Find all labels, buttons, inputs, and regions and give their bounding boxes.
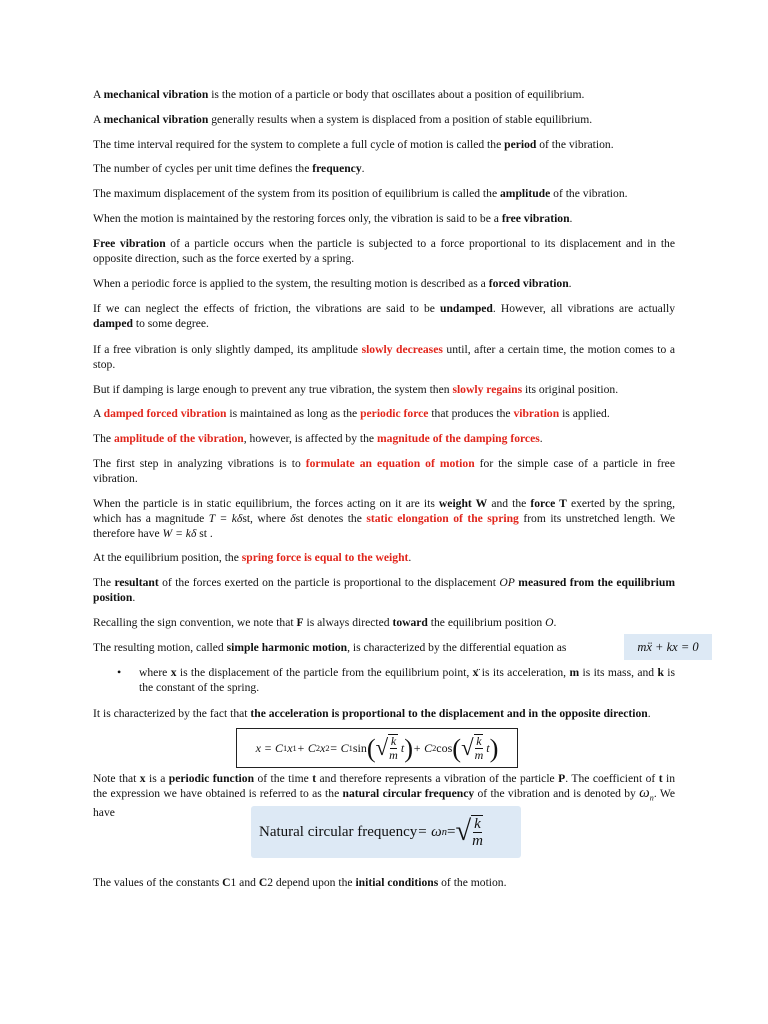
bullet-point: • [117, 665, 122, 679]
paragraph-free-vibration-detail: Free vibration of a particle occurs when the particle is subjected to a force proportional to its displacement and in the opposite direction, such as the force exerted by a spring. [93, 237, 675, 265]
paragraph-first-step: The first step in analyzing vibrations is to formulate an equation of motion for the simple case of a particle in free vibration. [93, 457, 675, 485]
paragraph-initial-conditions: The values of the constants C1 and C2 depend upon the initial conditions of the motion. [93, 876, 507, 889]
paragraph-slightly-damped: If a free vibration is only slightly damped, its amplitude slowly decreases until, after a certain time, the motion comes to a stop. [93, 343, 676, 371]
paragraph-simple-harmonic: The resulting motion, called simple harmonic motion, is characterized by the differential equation as [93, 641, 567, 654]
natural-frequency-equation: Natural circular frequency = ω n = √ $\frac{k}{m}$ [251, 806, 521, 858]
paragraph-period: The time interval required for the system to complete a full cycle of motion is called the period of the vibration. [93, 138, 614, 151]
solution-equation: x = C 1 x 1 + C 2 x 2 = C 1 sin ( √ $\frac{k}{m}$ t ) + C 2 cos ( √ $\frac{k}{m}$ t ) [236, 728, 518, 768]
paragraph-damped-forced: A damped forced vibration is maintained as long as the periodic force that produces the vibration is applied. [93, 407, 610, 420]
paragraph-mechanical-vibration-cause: A mechanical vibration generally results when a system is displaced from a position of stable equilibrium. [93, 113, 593, 126]
paragraph-resultant: The resultant of the forces exerted on the particle is proportional to the displacement OP measured from the equilibrium position. [93, 576, 675, 604]
paragraph-equilibrium-position: At the equilibrium position, the spring force is equal to the weight. [93, 551, 412, 564]
paragraph-sign-convention: Recalling the sign convention, we note that F is always directed toward the equilibrium position O. [93, 616, 557, 629]
differential-equation: mẍ + kx = 0 [624, 634, 712, 660]
paragraph-amplitude-affected: The amplitude of the vibration, however, is affected by the magnitude of the damping forces. [93, 432, 543, 445]
paragraph-periodic-function: Note that x is a periodic function of the time t and therefore represents a vibration of the particle P. The coefficient of t in the expression we have obtained is referred to as the natural circular frequency of the vibration and is denoted by $\omega_n$. We have [93, 772, 676, 820]
paragraph-forced-vibration: When a periodic force is applied to the system, the resulting motion is described as a forced vibration. [93, 277, 572, 290]
paragraph-static-equilibrium: When the particle is in static equilibrium, the forces acting on it are its weight W and the force T exerted by the spring, which has a magnitude T = kδst, where δst denotes the static elongation of the spring from its unstretched length. We therefore have W = kδ st . [93, 497, 675, 540]
paragraph-frequency: The number of cycles per unit time defines the frequency. [93, 162, 365, 175]
paragraph-mechanical-vibration-def: A mechanical vibration is the motion of a particle or body that oscillates about a position of equilibrium. [93, 88, 585, 101]
paragraph-undamped: If we can neglect the effects of friction, the vibrations are said to be undamped. However, all vibrations are actually damped to some degree. [93, 302, 675, 330]
paragraph-amplitude: The maximum displacement of the system from its position of equilibrium is called the amplitude of the vibration. [93, 187, 628, 200]
paragraph-large-damping: But if damping is large enough to prevent any true vibration, the system then slowly regains its original position. [93, 383, 619, 396]
paragraph-free-vibration: When the motion is maintained by the restoring forces only, the vibration is said to be a free vibration. [93, 212, 573, 225]
paragraph-characterized: It is characterized by the fact that the acceleration is proportional to the displacement and in the opposite direction. [93, 707, 651, 720]
paragraph-where-x: where x is the displacement of the particle from the equilibrium point, ẍ is its acceleration, m is its mass, and k is the constant of the spring. [139, 666, 675, 694]
